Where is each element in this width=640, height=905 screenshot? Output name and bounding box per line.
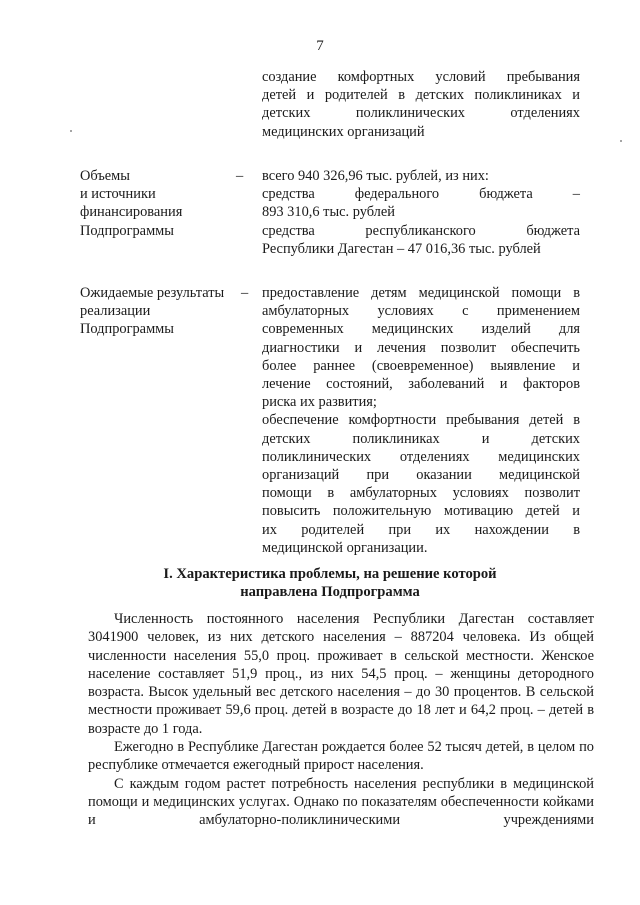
funding-value-line: средства федерального бюджета – bbox=[262, 186, 580, 203]
body-text bbox=[88, 610, 594, 830]
funding-value-line: 893 310,6 тыс. рублей bbox=[262, 204, 395, 221]
intro-continuation bbox=[262, 68, 580, 141]
intro-line: создание комфортных условий пребывания bbox=[262, 69, 580, 85]
intro-line: медицинских организаций bbox=[262, 123, 425, 140]
results-value-line: современных медицинских изделий для bbox=[262, 321, 580, 338]
results-value-line: детских поликлиниках и детских bbox=[262, 430, 580, 447]
scan-speck bbox=[620, 140, 622, 142]
results-value-line: их родителей при их нахождении в bbox=[262, 521, 580, 538]
intro-line: детей и родителей в детских поликлиниках и bbox=[262, 87, 580, 104]
results-value-line: лечение состояний, заболеваний и факторов bbox=[262, 376, 580, 393]
funding-label-line: финансирования bbox=[80, 204, 183, 221]
funding-value bbox=[262, 167, 580, 258]
results-value-line: повысить положительную мотивацию детей и bbox=[262, 503, 580, 520]
funding-label-line: и источники bbox=[80, 186, 156, 203]
results-label bbox=[80, 284, 240, 339]
results-value-line: риска их развития; bbox=[262, 394, 377, 411]
results-value-line: предоставление детям медицинской помощи в bbox=[262, 285, 580, 301]
funding-value-line: средства республиканского бюджета bbox=[262, 222, 580, 239]
funding-value-line: Республики Дагестан – 47 016,36 тыс. рублей bbox=[262, 240, 541, 257]
results-value-line: диагностики и лечения позволит обеспечить bbox=[262, 339, 580, 356]
results-value bbox=[262, 284, 580, 557]
section-heading-line: I. Характеристика проблемы, на решение которой bbox=[163, 566, 497, 582]
paragraph: Ежегодно в Республике Дагестан рождается более 52 тысяч детей, в целом по республике отмечается ежегодный прирост населения. bbox=[88, 739, 594, 774]
section-heading-line: направлена Подпрограмма bbox=[240, 584, 420, 601]
results-label-line: реализации bbox=[80, 303, 151, 320]
results-value-line: амбулаторных условиях с применением bbox=[262, 303, 580, 320]
paragraph: С каждым годом растет потребность населения республики в медицинской помощи и медицинских услугах. Однако по показателям обеспеченности койками и амбулаторно-поликлиническими учреждениями bbox=[88, 775, 594, 829]
results-dash: – bbox=[241, 285, 249, 301]
results-value-line: более раннее (своевременное) выявление и bbox=[262, 357, 580, 374]
results-value-line: помощи в амбулаторных условиях позволит bbox=[262, 485, 580, 502]
results-value-line: медицинской организации. bbox=[262, 539, 428, 556]
funding-label-line: Объемы bbox=[80, 168, 130, 184]
funding-label-line: Подпрограммы bbox=[80, 222, 174, 239]
intro-line: детских поликлинических отделениях bbox=[262, 105, 580, 122]
page-number: 7 bbox=[316, 38, 324, 54]
paragraph: Численность постоянного населения Республики Дагестан составляет 3041900 человек, из них детского населения – 887204 человека. Из общей численности населения 55,0 проц. проживает в сельской местности. Женское население составляет 51,9 проц., из них 54,5 проц. – женщины детородного возраста. Высок удельный вес детского населения – до 30 процентов. В сельской местности проживает 59,6 проц. детей в возрасте до 18 лет и 64,2 проц. – детей в возрасте до 1 года. bbox=[88, 611, 594, 737]
results-label-line: Ожидаемые результаты bbox=[80, 285, 225, 301]
section-heading bbox=[80, 565, 580, 602]
results-value-line: организаций при оказании медицинской bbox=[262, 467, 580, 484]
funding-value-line: всего 940 326,96 тыс. рублей, из них: bbox=[262, 168, 489, 184]
funding-label bbox=[80, 167, 230, 240]
results-value-line: обеспечение комфортности пребывания детей в bbox=[262, 412, 580, 429]
results-label-line: Подпрограммы bbox=[80, 321, 174, 338]
results-value-line: поликлинических отделениях медицинских bbox=[262, 448, 580, 465]
scan-speck bbox=[70, 130, 72, 132]
funding-dash: – bbox=[236, 168, 244, 184]
